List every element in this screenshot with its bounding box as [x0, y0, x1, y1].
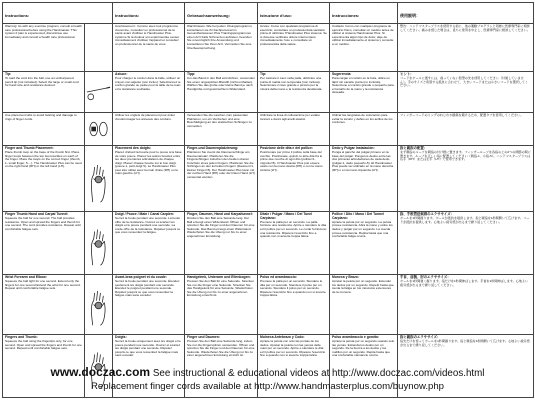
instruction-cell-fr	[113, 275, 185, 335]
instruction-row	[3, 212, 534, 275]
instruction-title: Fingers and Thumb:	[5, 335, 38, 339]
instruction-title: Finger-und Daumenplatzierung:	[187, 146, 239, 150]
instruction-title: Polso ed avambraccio:	[260, 275, 297, 279]
instruction-title: Avant-bras poignet et du coude:	[115, 275, 167, 279]
instruction-body: Posizionare per primo il pollice sulla base del cerchio. Posizionate, quindi, le altre dita fra le prime due nocche di ogni dito (pollice=1, mignolo=5). Il Handmaster Plus può essere usato con la mano destra (RH) o con la mano sinistra (LH).	[260, 149, 323, 172]
instruction-cell-it	[258, 24, 330, 72]
instruction-row	[3, 146, 534, 212]
footer	[0, 366, 535, 393]
hand-exercise-icon	[85, 212, 112, 274]
instruction-cell-de	[185, 24, 258, 72]
instruction-title: Sugerencia:	[332, 72, 352, 76]
instruction-title: Handgelenk, Unterarm und Ellenbogen:	[187, 275, 251, 279]
instruction-body: ボールを1秒間握ります。ボールが抵抗を提供します。指と親指を1秒間開いて広げます。コードが抵抗を提供します。心地よい疲労感が出るまで繰り返してください。	[400, 215, 530, 224]
instruction-title: 指、手根管症候群のエクササイズ：	[400, 212, 454, 216]
header-ja: 使用説明：	[400, 13, 421, 18]
instruction-cell-it	[258, 113, 330, 146]
instruction-cell-es	[330, 72, 398, 113]
instruction-cell-de	[185, 275, 258, 335]
instruction-cell-it	[258, 212, 330, 275]
instruction-cell-es	[330, 113, 398, 146]
instruction-body: To load the cord into the ball, use an unsharpened pencil tip (not included). Select the large or small cord for hand size and resistance desired.	[5, 75, 79, 88]
instruction-title: Tipp:	[187, 72, 196, 76]
instruction-body: Utilizzare la linea di collocazione per evitare torsioni e danni agli anelli elastici.	[260, 113, 321, 121]
instruction-body: Squeeze the ball tight for one second. Extend only the fingers for one second Extend the wrist for one second. Repeat until comfortable fatigue sets.	[5, 278, 81, 291]
instruction-cell-en	[3, 212, 85, 275]
instruction-cell-fr	[113, 146, 185, 212]
instruction-body: Cuidado: Como con cualquier programa de ejercicio físico, consultar un médico antes de utilizar el sistema Handmaster Plus. Si experimenta algún tipo de dolor, deje de utilizar inmediatamente el sistema y consulte a un médico.	[332, 24, 394, 46]
instruction-cell-it	[258, 275, 330, 335]
instruction-row	[3, 24, 534, 72]
footer-site-link[interactable]: www.doczac.com	[50, 365, 151, 379]
instruction-body: Utilizar las lengüetas de colocación para evitar la torsión y daños en los anillos de los cordones.	[332, 113, 393, 125]
instruction-title: Dedo y Pulgar Instalación:	[332, 146, 375, 150]
instruction-body: Avertissement : Comme avec tout programme d'exercice, consultez un professionnel de la santé avant d'utiliser le Handmaster Plus. système Si la douleur est expérimentée cesser immédiatement d'utiliser l'appareil et consultez un professionnel de la santé de vous.	[115, 24, 180, 46]
instruction-cell-es	[330, 212, 398, 275]
instruction-body: Um das Band in den Ball einzuführen, verwenden Sie einen ungespitzten Bleistift (nicht enthalten). Wählen Sie das große oder kleine Band je nach Handgröße und gewünschtem Widerstand.	[187, 75, 255, 91]
instruction-cell-it	[258, 146, 330, 212]
instruction-body: ボールを1秒間強く握ります。指だけを1秒間伸ばします。手首を1秒間伸ばします。心地よい疲労感が出るまで繰り返してください。	[400, 278, 529, 287]
instruction-cell-de	[185, 72, 258, 113]
instruction-cell-it	[258, 72, 330, 113]
instruction-body: Premere la palla per un secondo. Stendere le dita per un secondo. Stendere il polso per un secondo. Stendere il polso per un secondo. Ripetere l'esercizio fino a quando non si avverte troppa fatica.	[260, 278, 326, 298]
instruction-body: Use placement tabs to avoid twisting and damage to rings of finger cords.	[5, 113, 77, 121]
instruction-row	[3, 113, 534, 146]
instruction-cell-ja	[398, 113, 534, 146]
instruction-body: Utiliser les onglets de placement pour éviter d'endommager les anneaux des cordons.	[115, 113, 176, 121]
header-en: Instructions:	[5, 13, 30, 18]
instruction-cell-en	[3, 72, 85, 113]
instruction-body: Placez d'abord la boucle pour le pouce à la base de votre pouce. Placez les autres boucles entre les deux premières articulations de chaque doigt. Placez chaque boucle sur le bon doigt. (pouce-1, petit doigt 5). Le Handmaster Plus peut être utilisé avec la main droite (RH) ou la main gauche (LH).	[115, 149, 182, 176]
instruction-cell-en	[3, 113, 85, 146]
illustration-cell	[85, 113, 113, 146]
instruction-body: Apretar la pelota por un segundo. Extender los dedos por un segundo. Repetir hasta que sienta la fatiga en los músculos extensores de la muneca.	[332, 278, 394, 294]
illustration-cell	[85, 212, 113, 275]
instruction-body: Serrez la boule pendant une seconde. La boule offre de la résistance. Ouvrez et écartez les doigts et le pouce pendant une seconde. La corde offre de la résistance. Répétez jusqu'à ce que vous ressentiez la fatigue.	[115, 215, 181, 235]
instruction-title: Mulneca Antebrazo y Codo:	[260, 335, 305, 339]
instruction-row	[3, 72, 534, 113]
instruction-row	[3, 275, 534, 335]
instruction-title: Doigt / Pouce / Main / Canal Carpien:	[115, 212, 174, 216]
header-fr: Instructions:	[115, 13, 140, 18]
instruction-cell-ja	[398, 24, 534, 72]
instruction-body: Pour charger le cordon dans la balle, utilisez un crayon non aiguisé (non inclus). Sélectionnez le cordon grande ou petite pour la taille de la main et la résistance souhaitée.	[115, 75, 181, 91]
instruction-body: Squeeze the ball using the fingertips only, for one second. Open and spread the fingers and thumb for one second. Repeat until comfortable fatigue sets.	[5, 338, 82, 351]
instruction-title: Ditale / Pulgar / Mano / Del Tunel Carpiano:	[260, 212, 313, 220]
instruction-body: Platzieren Sie zuerst die Daumenschlinge am Daumenansatz. Platzieren Sie die Fingerschlingen zwischen den beiden oberen Knöcheln eines jeden Fingers. Platzieren Sie die Schlingen an den korrekten Fingern (Daumen=1, kleiner Finger=5). Der Handmaster Plus kann mit der rechten Hand (RH) oder der linken Hand (LH) verwendet werden.	[187, 149, 255, 180]
instruction-title: Pollice / Dito / Mano / Del Tunnel Carpiano:	[332, 212, 384, 220]
instruction-cell-ja	[398, 212, 534, 275]
instruction-cell-fr	[113, 212, 185, 275]
instruction-title: Doigts:	[115, 335, 127, 339]
instruction-cell-es	[330, 146, 398, 212]
instruction-body: Premere la palla per un secondo. La palla fornisce una resistenza. Aprire e stendere le dita ed il pollice per un secondo. Le corde forniscono una resistenza. Ripetere l'esercizio fino a quando non si avverte troppa fatica.	[260, 219, 327, 239]
instruction-body: まず親指のループを親指の付け根に置きます。フィンガーループを各指の上の2つの関節の間に置きます。ループを正しい指に配置してください（親指-1、小指-5）。ハンドマスタープラスは右手（RH）または左手（LH）で使用できます。	[400, 149, 531, 162]
instruction-title: ヒント：	[400, 72, 414, 76]
instruction-body: Verwenden Sie die Laschen zum passenden Platzieren, um ein Verdrehen und eine Beschädigung an den elastischen Schlingen zu vermeiden.	[187, 113, 252, 128]
instruction-cell-es	[330, 24, 398, 72]
instruction-body: 警告：ハンドマスタープラスを使用する前に、他の運動プログラムと同様に医療専門家に相談してください。痛みを感じた場合は、直ちに使用を中止し、医療専門家に相談してください。	[400, 24, 530, 32]
instruction-body: 指先だけを使ってボールを1秒間握ります。指と親指を1秒間開いて広げます。心地よい疲労感が出るまで繰り返してください。	[400, 338, 530, 347]
instruction-title: Finger Thumb Hand and Carpal Tunnel:	[5, 212, 69, 216]
header-es: Instrucciones:	[332, 13, 360, 18]
instruction-body: Serrez la boule pendant une seconde. Étendez seulement les doigts pendant une seconde. Étendez le poignet pendant une seconde. Répétez jusqu'à ce que vous ressentiez la fatigue mais sans excéder.	[115, 278, 180, 298]
instruction-body: Serrez la boule uniquement avec les doigts et le pouce pendant une seconde. Ouvrez et écartez les doigts pendant une seconde. Répétez jusqu'à ce que vous ressentiez la fatigue mais sans excéder.	[115, 338, 181, 358]
header-row	[3, 3, 534, 24]
instruction-cell-ja	[398, 72, 534, 113]
instruction-cell-de	[185, 146, 258, 212]
instruction-grid	[2, 2, 534, 398]
instruction-title: Finger and Thumb Placement:	[5, 146, 54, 150]
instruction-body: Squeeze the ball for one second. The ball provides resistance. Open and spread the fingers and thumb for one second. The cord provides resistance. Repeat until comfortable fatigue sets.	[5, 215, 81, 231]
illustration-cell	[85, 72, 113, 113]
instruction-cell-ja	[398, 146, 534, 212]
illustration-cell	[85, 275, 113, 335]
instruction-cell-fr	[113, 24, 185, 72]
header-de: Gebrauchsanweisung:	[187, 13, 230, 18]
instruction-title: 手首、前腕、肘のエクササイズ：	[400, 275, 451, 279]
instruction-title: 指と親指のエクササイズ：	[400, 335, 441, 339]
instruction-body: Pressen Sie den Ball eine Sekunde lang, indem Sie nur die Fingerspitzen verwenden. Öffnen und spreizen Sie die Finger und den Daumen für eine Sekunde. Wiederholen Sie die Übung nur bis zu einer angenehmen Ermüdung erreicht ist.	[187, 338, 255, 358]
instruction-title: Tip:	[260, 72, 267, 76]
instruction-title: Finger und Daumen:	[187, 335, 220, 339]
instruction-body: Per caricare il cavo nella palla, utilizzare una punta di matita non temperata (non inclusa). Selezionare il cavo grande o piccolo per la misura della mano e la resistenza desiderata.	[260, 75, 323, 91]
instruction-title: Placement des doigts:	[115, 146, 152, 150]
pencil-cord-icon	[85, 72, 112, 112]
instruction-body: Apriete la pelota por un segundo. La pelota provee resistencia. Abra la mano y estire los dedos y pulgar por un segundo. La cuerda provee resistencia. Repita hasta que una confortable fatiga ocurra.	[332, 219, 393, 239]
instruction-cell-en	[3, 146, 85, 212]
placement-tabs-icon	[85, 113, 112, 145]
instruction-cell-ja	[398, 275, 534, 335]
instruction-title: Tip:	[5, 72, 12, 76]
instruction-title: Polso avambraccio e gomito:	[332, 335, 380, 339]
instruction-body: Pressen Sie den Ball für eine Sekunde. Strecken Sie nur die Finger eine Sekunde. Strecken Sie das Handgelenk für eine Sekunde. Wiederholen Sie die Übung nur bis zu einer angenehmen Ermüdung erreicht ist.	[187, 278, 254, 298]
hand-exercise-icon	[85, 275, 112, 334]
instruction-body: Para cargar el cordón en la bola, utilice un lápiz sin sacarle punta (no incluido). Seleccione el cordón grande o pequeño para el tamaño de la mano y la resistencia deseada.	[332, 75, 394, 95]
instruction-cell-de	[185, 113, 258, 146]
instruction-cell-es	[330, 275, 398, 335]
instruction-cell-en	[3, 275, 85, 335]
instruction-body: Warnhinweis: Wie bei jedem Übungsprogramm, konsultieren sie ihr Fachpersonal im Gesundheitswesen Plus Trainingsprogrammes einen Arzt Falls Schmerzen auftreten, beenden Sie unverzüglich ihre Anwendung und konsultieren Sie ihren Arzt. Vermeiden Sie eine Überbeanspruchung.	[187, 24, 253, 50]
illustration-cell	[85, 146, 113, 212]
instruction-cell-de	[185, 212, 258, 275]
instruction-title: 指と親指の配置：	[400, 146, 428, 150]
instruction-cell-fr	[113, 113, 185, 146]
instruction-title: Astuce:	[115, 72, 128, 76]
footer-videos-line	[0, 366, 535, 380]
instruction-title: Wrist Forearm and Elbow:	[5, 275, 47, 279]
instruction-body: Apriete la pelota por un segundo usando solo las yemas. Extienda los dedos por un segundo. De la fuerza a los dedos y los nudillos por un segundo. Repita hasta que una confortable cansancio ocurra.	[332, 338, 395, 358]
instruction-title: Muneca y Brazo:	[332, 275, 359, 279]
header-it: Istruzione d'uso:	[260, 13, 292, 18]
instruction-body: Warning: As with any exercise program, consult a health care professional before using the Handmaster. This system if pain is experienced, discontinue use immediately and consult a health care professional.	[5, 24, 82, 39]
instruction-body: Place thumb loop on the base of the thumb first. Place finger loops between the top two knuckles on each of the finger. Place the loops on the correct finger (thumb, 1- small finger, 5-...). The Handmaster Plus can be used on the right hand (RH) or the left hand (LH).	[5, 149, 82, 169]
footer-videos-text[interactable]: See instructional & educational videos at http://www.doczac.com/videos.html	[150, 368, 485, 379]
blank-icon	[85, 24, 112, 71]
instruction-cell-en	[3, 24, 85, 72]
illustration-cell	[85, 24, 113, 72]
instruction-body: Avviso: Come con qualsiasi programma di esercizio, consultare un professionista sanitario prima di utilizzare l'Handmaster Plus sistema. Se si dovesse verificare dolore interrompere immediatamente l'uso e consultare un professionista della salute.	[260, 24, 327, 46]
hand-exercise-icon	[85, 146, 112, 211]
instruction-cell-fr	[113, 72, 185, 113]
instruction-body: Drücken Sie den Ball eine Sekunde lang. Der Ball erzeugt einen Widerstand. Öffnen und spreizen Sie die Finger und den Daumen für eine Sekunde. Das Band erzeugt einen Widerstand. Wiederholen Sie die Übung nur bis zu einer angenehmen Ermüdung.	[187, 215, 255, 238]
instruction-title: Finger, Daumen, Hand und Karpaltunnel:	[187, 212, 253, 216]
instruction-body: コードをボールに通すには、削っていない鉛筆の先を使用してください（付属していません）。手のサイズと希望する抵抗に合わせて、大きいコードまたは小さいコードを選択してください。	[400, 75, 529, 88]
instruction-title: Posizione delle dita e del pollice:	[260, 146, 313, 150]
footer-replacement-line[interactable]: Replacement finger cords available at http://www.handmasterplus.com/buynow.php	[90, 381, 445, 392]
instruction-body: Ponga el gancho del pulgar primero en la base del pulgar. Ponga los dedos entre las dos primeras articulaciones de cada dedo. (pulgar-1, dedo pequeño-5). El Handmaster Plus puede ser utilizado en la mano derecha (RH) o en la mano izquierda (LH).	[332, 149, 394, 172]
instruction-body: Apriete la pelota con solo las puntas de los dedos. Apretar la pelota con las yemas delle mani per un secondo. Aprire e stendere le dita ed il pollice per un secondo. Ripetere l'esercizio fino a quando non si avverte troppa fatica.	[260, 338, 326, 358]
instruction-body: フィンガーコードのリングのねじれや損傷を避けるため、配置タブを使用してください。	[400, 113, 524, 117]
